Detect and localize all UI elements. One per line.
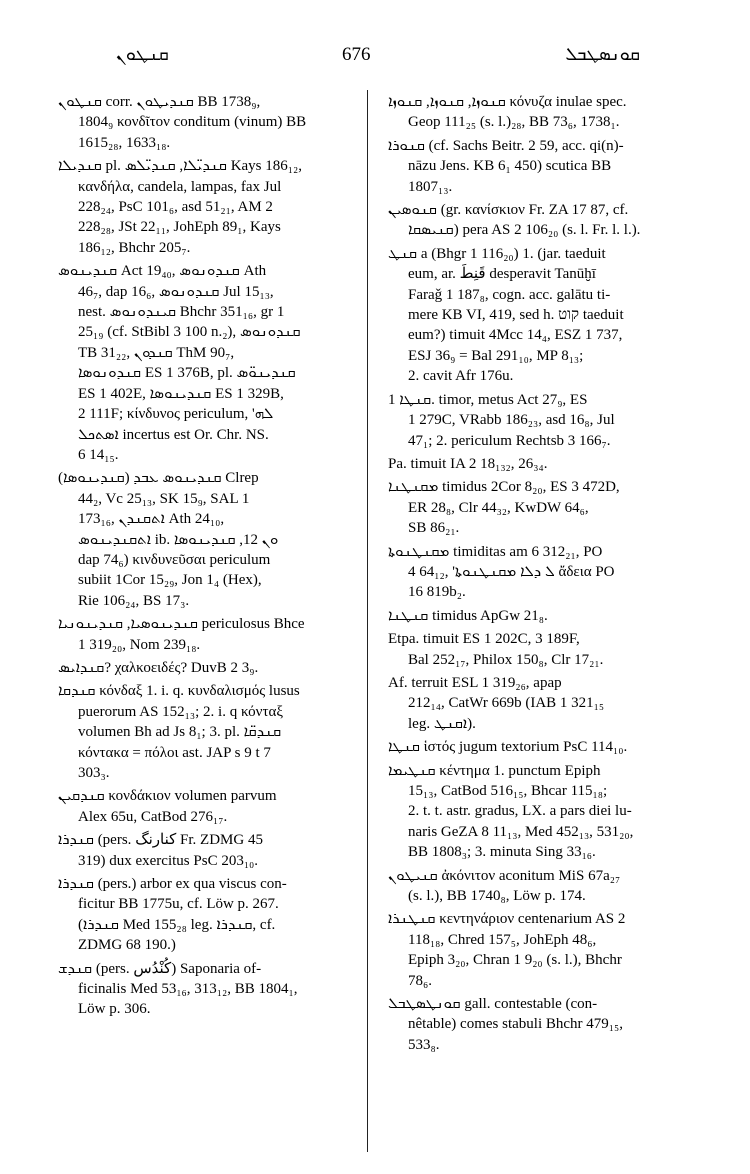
dictionary-entry — [388, 994, 698, 1055]
entry-line: ܩܢܝܛܘܢ ἀκόνιτον aconitum MiS 67a₂₇ — [388, 867, 621, 884]
entry-line: 2. t. t. astr. gradus, LX. a pars diei lu- — [408, 803, 632, 820]
dictionary-entry — [58, 156, 358, 258]
entry-line: nest. ܩܝܢܕܘܢܘܣ Bhchr 351₁₆, gr 1 — [78, 304, 285, 321]
entry-line: κανδήλα, candela, lampas, fax Jul — [78, 178, 282, 195]
entry-line: ܐܣܬܟܠ incertus est Or. Chr. NS. — [78, 426, 269, 443]
entry-line: Rie 106₂₄, BS 17₃. — [78, 592, 190, 609]
dictionary-entry — [58, 614, 358, 655]
entry-line: ܐܬܩܢܕܝܢܘܣ ib. ܘܢ 12, ܩܢܕܝܢܘܣܐ — [78, 531, 277, 548]
entry-line: 228₂₄, PsC 101₆, asd 51₂₁, AM 2 — [78, 199, 273, 216]
entry-line: ܩܢܛܐ ἱστός jugum textorium PsC 114₁₀. — [388, 739, 628, 756]
dictionary-entry — [388, 761, 698, 863]
entry-line: 15₁₃, CatBod 516₁₅, Bhcar 115₁₈; — [408, 783, 608, 799]
entry-line: ܩܢܕܪܐ (pers.) arbor ex qua viscus con- — [58, 876, 287, 893]
entry-line: ܩܢܛܝܡܐ κέντημα 1. punctum Epiph — [388, 762, 601, 779]
running-head-right: ܩܘܢܣܛܒܠ — [565, 44, 640, 65]
entry-line: 47₁; 2. periculum Rechtsb 3 166₇. — [408, 432, 611, 449]
entry-line: ܩܢܘܙܐ, ܩܢܘܙܐ, ܩܢܘܙܐ κόνυζα inulae spec. — [388, 94, 627, 110]
entry-line: 303₃. — [78, 765, 110, 781]
entry-line: ܩܢܘܪܐ (cf. Sachs Beitr. 2 59, acc. qi(n)- — [388, 137, 624, 154]
dictionary-entry — [58, 681, 358, 783]
dictionary-entry — [58, 830, 358, 871]
entry-line: ESJ 36₉ = Bal 291₁₀, MP 8₁₃; — [408, 347, 584, 364]
entry-line: 44₂, Vc 25₁₃, SK 15₉, SAL 1 — [78, 490, 250, 507]
entry-line: ܩܢܛ a (Bhgr 1 116₂₀) 1. (jar. taeduit — [388, 245, 606, 262]
entry-line: ܩܢܛܐ 1. timor, metus Act 27₉, ES — [388, 391, 588, 408]
entry-line: ficinalis Med 53₁₆, 313₁₂, BB 1804₁, — [78, 981, 298, 998]
entry-line: 1 279C, VRabb 186₂₃, asd 16₈, Jul — [408, 412, 615, 429]
dictionary-entry — [58, 959, 358, 1020]
entry-line: 6 14₁₅. — [78, 446, 119, 463]
entry-line: mere KB VI, 419, sed h. קוט taeduit — [408, 307, 624, 324]
entry-line: 4 64₁₂, 'ܠ ܕܠܐ ܡܩܢܛܢܘܬܐ ἄδεια PO — [408, 563, 615, 580]
entry-line: ܡܩܢܛܢܐ timidus 2Cor 8₂₀, ES 3 472D, — [388, 479, 620, 496]
entry-line: ܩܢܕܐܝܣ? χαλκοειδές? DuvB 2 3₉. — [58, 659, 259, 676]
entry-line: ER 28₈, Clr 44₃₂, KwDW 64₆, — [408, 499, 589, 516]
entry-line: volumen Bh ad Js 8₁; 3. pl. ܩܢܕܩ̈ܐ — [78, 724, 282, 741]
entry-line: TB 31₂₂, ܩܢܕܘܢ ThM 90₇, — [78, 344, 235, 361]
entry-line: eum?) timuit 4Mcc 14₄, ESZ 1 737, — [408, 327, 623, 344]
dictionary-entry — [58, 261, 358, 465]
entry-line: ES 1 402E, ܩܢܕܝܢܘܣܐ ES 1 329B, — [78, 385, 284, 402]
entry-line: Faraǧ 1 187₈, cogn. acc. galātu ti- — [408, 286, 611, 303]
entry-line: ܩܢܕܝܢܘܣ ܥܒܕ (ܩܢܕܝܢܘܣܐ) Clrep — [58, 470, 259, 487]
entry-line: ܩܢܕܘܢܘܣܐ ES 1 376B, pl. ܩܢܕܝܢܘ̈ܣ — [78, 365, 296, 382]
dictionary-entry — [388, 909, 698, 991]
entry-line: ܩܘܢܛܣܛܒܠ gall. contestable (con- — [388, 996, 598, 1013]
entry-line: ficitur BB 1775u, cf. Löw p. 267. — [78, 896, 279, 913]
entry-line: Epiph 3₂₀, Chran 1 9₂₀ (s. l.), Bhchr — [408, 952, 622, 969]
dictionary-entry — [58, 658, 358, 678]
entry-line: 1807₁₃. — [408, 178, 453, 195]
entry-line: puerorum AS 152₁₃; 2. i. q κόνταξ — [78, 703, 284, 720]
entry-line: 212₁₄, CatWr 669b (IAB 1 321₁₅ — [408, 695, 605, 712]
entry-line: ܩܢܛܢܐ timidus ApGw 21₈. — [388, 607, 548, 624]
entry-line: ܩܢܕܩܝܢ κονδάκιον volumen parvum — [58, 788, 277, 805]
dictionary-entry — [58, 786, 358, 827]
entry-line: 118₁₈, Chred 157₅, JohEph 48₆, — [408, 931, 597, 948]
dictionary-entry — [388, 244, 698, 387]
entry-line: 319) dux exercitus PsC 203₁₀. — [78, 852, 259, 869]
entry-line: 2. cavit Afr 176u. — [408, 368, 514, 385]
entry-line: 1804₉ κονδῖτον conditum (vinum) BB — [78, 114, 307, 131]
dictionary-entry — [388, 477, 698, 538]
dictionary-entry — [388, 866, 698, 907]
dictionary-entry — [388, 606, 698, 626]
entry-line: Af. terruit ESL 1 319₂₆, apap — [388, 674, 562, 691]
entry-line: ܩܢܕܝܠܐ pl. ܩܢܕܝ̈ܠܐ, ܩܢܕܝ̈ܠܣ Kays 186₁₂, — [58, 158, 302, 175]
entry-line: 186₁₂, Bhchr 205₇. — [78, 239, 191, 256]
dictionary-entry — [388, 200, 698, 241]
entry-line: ܩܢܕܪܐ (pers. کنارنگ Fr. ZDMG 45 — [58, 832, 263, 849]
dictionary-entry — [388, 390, 698, 451]
running-header — [110, 44, 640, 74]
entry-line: ܩܢܝܣܩܐ) pera AS 2 106₂₀ (s. l. Fr. l. l.). — [408, 222, 641, 239]
entry-line: nêtable) comes stabuli Bhchr 479₁₅, — [408, 1016, 623, 1033]
dictionary-entry — [58, 92, 358, 153]
dictionary-entry — [388, 673, 698, 734]
entry-line: naris GeZA 8 11₁₃, Med 452₁₃, 531₂₀, — [408, 823, 634, 840]
dictionary-entry — [388, 542, 698, 603]
entry-line: (ܩܢܕܪܐ Med 155₂₈ leg. ܩܢܕܪܐ, cf. — [78, 916, 276, 933]
entry-line: (s. l.), BB 1740₈, Löw p. 174. — [408, 888, 586, 905]
entry-line: Bal 252₁₇, Philox 150₈, Clr 17₂₁. — [408, 651, 604, 668]
entry-line: 1615₂₈, 1633₁₈. — [78, 134, 171, 151]
dictionary-entry — [388, 737, 698, 757]
dictionary-entry — [388, 92, 698, 133]
entry-line: Löw p. 306. — [78, 1001, 151, 1018]
entry-line: Alex 65u, CatBod 276₁₇. — [78, 808, 228, 825]
entry-line: BB 1808₃; 3. minuta Sing 33₁₆. — [408, 844, 596, 861]
page-number: 676 — [342, 44, 371, 65]
entry-line: 46₇, dap 16₆, ܩܢܕܘܢܘܣ Jul 15₁₃, — [78, 283, 274, 300]
entry-line: Etpa. timuit ES 1 202C, 3 189F, — [388, 631, 580, 648]
entry-line: κόντακα = πόλοι ast. JAP s 9 t 7 — [78, 744, 271, 761]
entry-line: SB 86₂₁. — [408, 520, 460, 537]
entry-line: ܩܢܕܝܢܘܣ Act 19₄₀, ܩܢܕܘܢܘܣ Ath — [58, 263, 267, 280]
entry-line: ܩܢܛܘܢ corr. ܩܢܕܝܛܘܢ BB 1738₉, — [58, 94, 261, 110]
entry-line: 16 819b₂. — [408, 584, 466, 601]
entry-line: 533₈. — [408, 1036, 440, 1053]
entry-line: 25₁₉ (cf. StBibl 3 100 n.₂), ܩܢܕܘܢܘܣ — [78, 324, 301, 341]
entry-line: ZDMG 68 190.) — [78, 937, 176, 954]
entry-line: Geop 111₂₅ (s. l.)₂₈, BB 73₆, 1738₁. — [408, 114, 620, 131]
dictionary-entry — [388, 454, 698, 474]
entry-line: ܡܩܢܛܢܘܬܐ timiditas am 6 312₂₁, PO — [388, 543, 603, 560]
dictionary-entry — [58, 874, 358, 956]
entry-line: Pa. timuit IA 2 18₁₃₂, 26₃₄. — [388, 455, 548, 472]
entry-line: dap 74₆) κινδυνεῦσαι periculum — [78, 551, 271, 568]
entry-line: ܩܢܛܢܪܐ κεντηνάριον centenarium AS 2 — [388, 911, 626, 928]
entry-line: ܩܢܘܣܝܢ (gr. κανίσκιον Fr. ZA 17 87, cf. — [388, 202, 629, 219]
dictionary-entry — [388, 629, 698, 670]
dictionary-entry — [388, 136, 698, 197]
entry-line: ܩܢܕܩܐ κόνδαξ 1. i. q. κυνδαλισμός lusus — [58, 683, 300, 700]
running-head-left: ܩܢܛܘܢ — [116, 44, 169, 65]
entry-line: nāzu Jens. KB 6₁ 450) scutica BB — [408, 158, 612, 175]
entry-line: subiit 1Cor 15₂₉, Jon 1₄ (Hex), — [78, 572, 262, 589]
entry-line: 173₁₆, ܐܬܩܢܕܢ Ath 24₁₀, — [78, 511, 225, 528]
left-column — [58, 92, 358, 1023]
dictionary-entry — [58, 468, 358, 611]
right-column — [388, 92, 698, 1058]
entry-line: leg. ܐܩܢܛ). — [408, 715, 476, 732]
column-divider — [367, 90, 368, 1152]
entry-line: ܩܢܕܫ (pers. كُنْدُس) Saponaria of- — [58, 960, 262, 977]
entry-line: 1 319₂₀, Nom 239₁₈. — [78, 636, 201, 653]
entry-line: ܩܢܕܝܢܘܣܝܐ, ܩܢܕܝܢܘܢܝܐ periculosus Bhce — [58, 616, 305, 633]
entry-line: 2 111F; κίνδυνος periculum, 'ܠܗ — [78, 406, 274, 423]
entry-line: 228₂₈, JSt 22₁₁, JohEph 89₁, Kays — [78, 219, 281, 236]
entry-line: 78₆. — [408, 972, 432, 989]
entry-line: eum, ar. قَنِطَ desperavit Tanūḫī — [408, 266, 596, 283]
